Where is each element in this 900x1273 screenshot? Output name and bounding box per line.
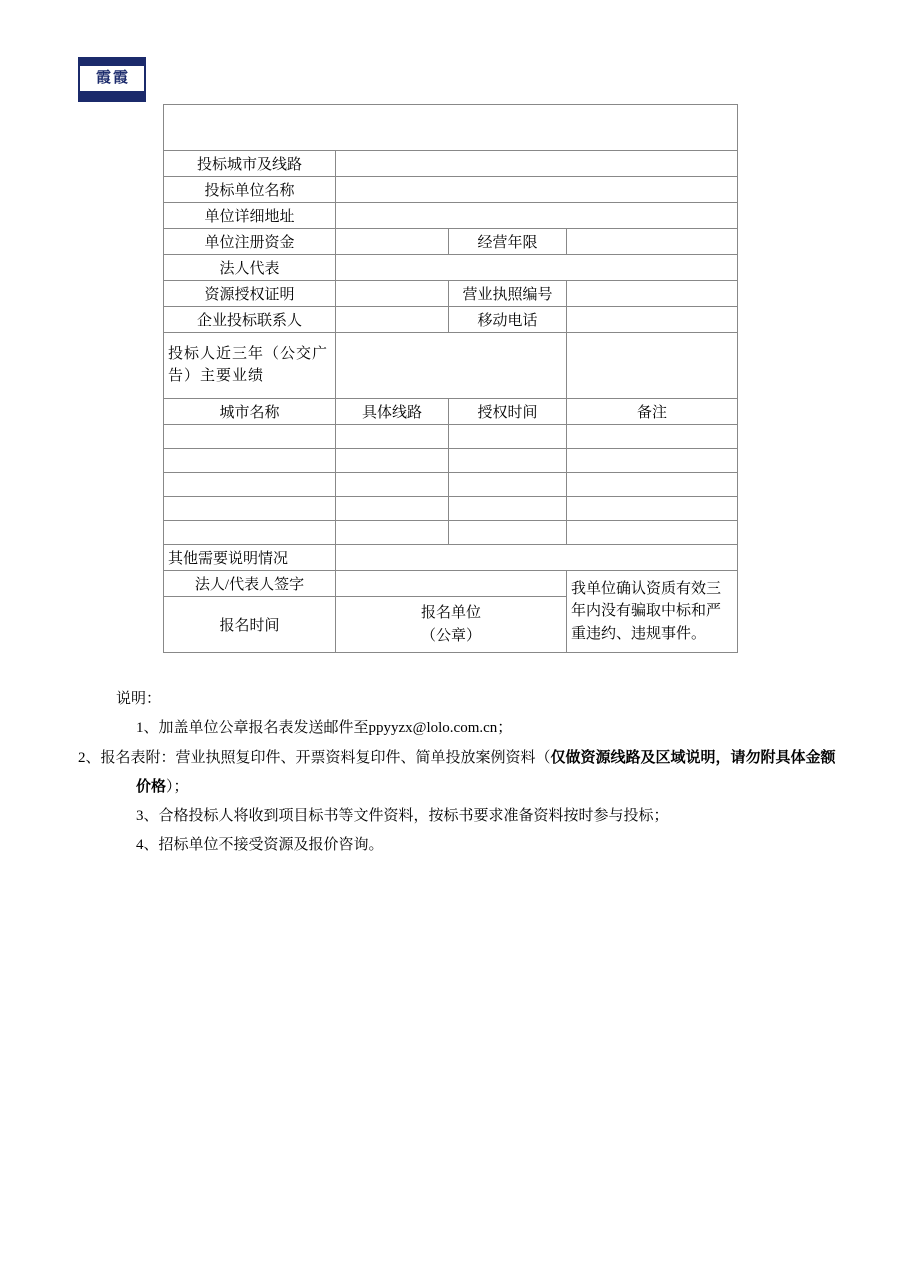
note-item-2-suffix: ）； xyxy=(166,778,189,795)
label-bid-city-line: 投标城市及线路 xyxy=(164,151,336,177)
label-bidder-name: 投标单位名称 xyxy=(164,177,336,203)
form-title xyxy=(164,105,738,151)
label-registered-capital: 单位注册资金 xyxy=(164,229,336,255)
logo-bottom-bar xyxy=(80,91,144,100)
label-performance: 投标人近三年（公交广告）主要业绩 xyxy=(164,333,336,399)
note-item-4: 4、招标单位不接受资源及报价咨询。 xyxy=(136,837,384,854)
header-auth-time: 授权时间 xyxy=(449,399,567,425)
note-item-2-emphasis: 仅做资源线路及区域说明，请勿附具体金额价格 xyxy=(136,749,836,795)
cell-remarks[interactable] xyxy=(567,521,738,545)
cell-specific-line[interactable] xyxy=(336,473,449,497)
table-row-bidder-name xyxy=(164,177,738,203)
stamp-label-line2: （公章） xyxy=(420,627,481,644)
input-bidder-name[interactable] xyxy=(336,177,738,203)
registration-form xyxy=(163,104,737,653)
cell-remarks[interactable] xyxy=(567,449,738,473)
label-signature: 法人/代表人签字 xyxy=(164,571,336,597)
logo-top-bar xyxy=(80,59,144,66)
label-legal-rep: 法人代表 xyxy=(164,255,336,281)
input-signature[interactable] xyxy=(336,571,567,597)
input-other-notes[interactable] xyxy=(336,545,738,571)
cell-remarks[interactable] xyxy=(567,497,738,521)
cell-city-name[interactable] xyxy=(164,521,336,545)
table-row xyxy=(164,449,738,473)
cell-city-name[interactable] xyxy=(164,473,336,497)
table-row-signature xyxy=(164,571,738,597)
input-contact-person[interactable] xyxy=(336,307,449,333)
notes-section xyxy=(78,685,838,861)
header-specific-line: 具体线路 xyxy=(336,399,449,425)
cell-specific-line[interactable] xyxy=(336,497,449,521)
input-performance-b[interactable] xyxy=(567,333,738,399)
table-row-other-notes xyxy=(164,545,738,571)
stamp-label-line1: 报名单位 xyxy=(420,605,481,621)
logo-glyph-left: 霞 xyxy=(95,70,111,86)
input-license-no[interactable] xyxy=(567,281,738,307)
note-item-2-prefix: 2、报名表附：营业执照复印件、开票资料复印件、简单投放案例资料（ xyxy=(78,749,551,766)
logo-glyphs xyxy=(80,66,144,91)
logo-glyph-right: 霞 xyxy=(113,70,129,86)
confirmation-text: 我单位确认资质有效三年内没有骗取中标和严重违约、违规事件。 xyxy=(567,571,738,653)
label-resource-auth: 资源授权证明 xyxy=(164,281,336,307)
input-mobile[interactable] xyxy=(567,307,738,333)
label-mobile: 移动电话 xyxy=(449,307,567,333)
table-row-legal-rep xyxy=(164,255,738,281)
cell-specific-line[interactable] xyxy=(336,425,449,449)
label-contact-person: 企业投标联系人 xyxy=(164,307,336,333)
cell-auth-time[interactable] xyxy=(449,497,567,521)
cell-remarks[interactable] xyxy=(567,473,738,497)
input-registered-capital[interactable] xyxy=(336,229,449,255)
table-row xyxy=(164,497,738,521)
table-row xyxy=(164,473,738,497)
label-operating-years: 经营年限 xyxy=(449,229,567,255)
cell-remarks[interactable] xyxy=(567,425,738,449)
note-item-1: 1、加盖单位公章报名表发送邮件至ppyyzx@lolo.com.cn； xyxy=(136,720,513,737)
header-city-name: 城市名称 xyxy=(164,399,336,425)
stamp-area[interactable] xyxy=(336,597,567,653)
label-other-notes: 其他需要说明情况 xyxy=(164,545,336,571)
cell-auth-time[interactable] xyxy=(449,449,567,473)
table-row-resource-auth xyxy=(164,281,738,307)
input-operating-years[interactable] xyxy=(567,229,738,255)
label-address: 单位详细地址 xyxy=(164,203,336,229)
table-row-capital xyxy=(164,229,738,255)
note-item-3: 3、合格投标人将收到项目标书等文件资料，按标书要求准备资料按时参与投标； xyxy=(136,808,669,824)
input-resource-auth[interactable] xyxy=(336,281,449,307)
input-performance-a[interactable] xyxy=(336,333,567,399)
input-legal-rep[interactable] xyxy=(336,255,738,281)
cell-auth-time[interactable] xyxy=(449,473,567,497)
table-row xyxy=(164,425,738,449)
header-remarks: 备注 xyxy=(567,399,738,425)
table-row-perf-headers xyxy=(164,399,738,425)
table-row xyxy=(164,521,738,545)
table-row-address xyxy=(164,203,738,229)
label-apply-time: 报名时间 xyxy=(164,597,336,653)
form-table xyxy=(163,104,738,653)
cell-city-name[interactable] xyxy=(164,449,336,473)
notes-heading: 说明： xyxy=(116,691,162,707)
company-logo xyxy=(78,57,146,102)
input-address[interactable] xyxy=(336,203,738,229)
table-row-bid-city xyxy=(164,151,738,177)
cell-city-name[interactable] xyxy=(164,425,336,449)
label-license-no: 营业执照编号 xyxy=(449,281,567,307)
cell-auth-time[interactable] xyxy=(449,521,567,545)
cell-specific-line[interactable] xyxy=(336,449,449,473)
input-bid-city-line[interactable] xyxy=(336,151,738,177)
table-row-title xyxy=(164,105,738,151)
table-row-performance xyxy=(164,333,738,399)
cell-specific-line[interactable] xyxy=(336,521,449,545)
cell-auth-time[interactable] xyxy=(449,425,567,449)
cell-city-name[interactable] xyxy=(164,497,336,521)
table-row-contact xyxy=(164,307,738,333)
note-item-2 xyxy=(78,744,838,803)
